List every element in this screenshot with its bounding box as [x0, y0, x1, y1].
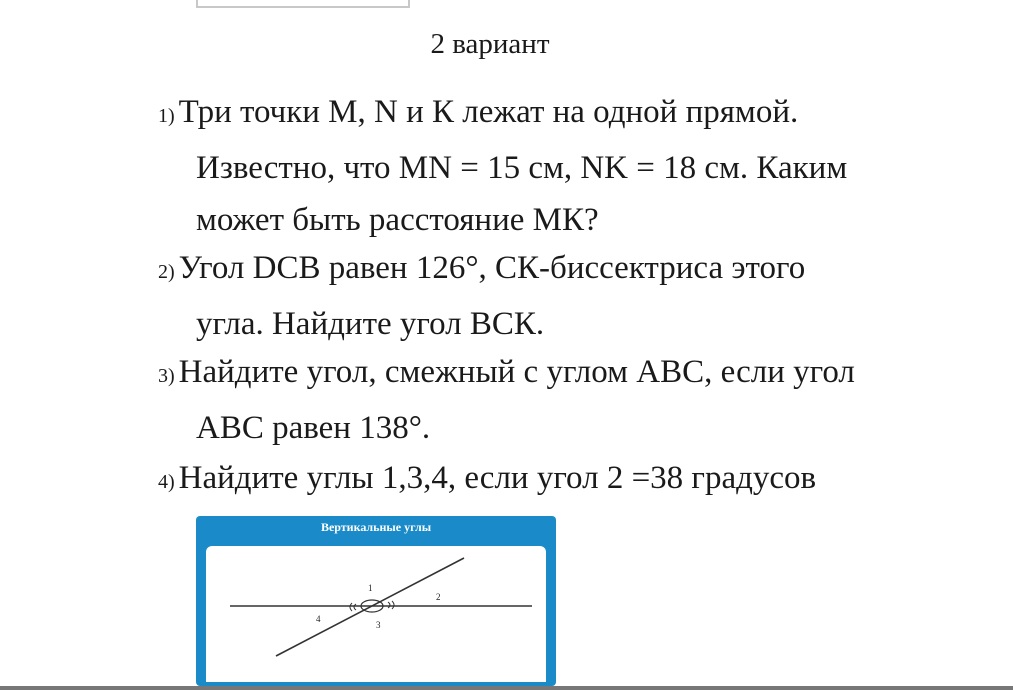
angle-label-2: 2 [436, 592, 441, 602]
oblique-line [276, 558, 464, 656]
task-4-line-1 [158, 452, 978, 508]
task-2-line-1 [158, 242, 978, 298]
task-2-text-1: Угол DCB равен 126°, СК-биссектриса этого [178, 250, 806, 286]
angles-diagram [206, 546, 546, 682]
task-1-line-2: Известно, что MN = 15 см, NK = 18 см. Каким [196, 150, 848, 186]
bottom-divider [0, 686, 1013, 690]
task-3-line-1 [158, 346, 978, 402]
task-2 [158, 242, 978, 350]
task-4 [158, 452, 978, 508]
task-4-number: 4) [158, 471, 175, 493]
task-3-line-2: АВС равен 138°. [196, 410, 431, 446]
task-4-text-1: Найдите углы 1,3,4, если угол 2 =38 градусов [178, 460, 817, 496]
figure-canvas [206, 546, 546, 682]
angle-label-4: 4 [316, 614, 321, 624]
figure-title: Вертикальные углы [320, 520, 432, 534]
task-3-number: 3) [158, 365, 175, 387]
angle-label-1: 1 [368, 583, 373, 593]
task-1-line-1 [158, 86, 978, 142]
task-2-line-2: угла. Найдите угол ВСК. [196, 306, 545, 342]
angle-arc-right [388, 601, 394, 609]
task-1 [158, 86, 978, 246]
task-1-line-3: может быть расстояние МК? [196, 202, 599, 238]
task-3-text-1: Найдите угол, смежный с углом АВС, если угол [178, 354, 855, 390]
task-3 [158, 346, 978, 454]
variant-title: 2 вариант [430, 28, 550, 60]
top-frame-edge [196, 0, 410, 8]
task-2-number: 2) [158, 261, 175, 283]
vertical-angles-figure [196, 516, 556, 686]
task-1-number: 1) [158, 105, 175, 127]
angle-label-3: 3 [376, 620, 381, 630]
task-1-text-1: Три точки M, N и К лежат на одной прямой. [178, 94, 799, 130]
angle-arc-left [350, 603, 356, 611]
